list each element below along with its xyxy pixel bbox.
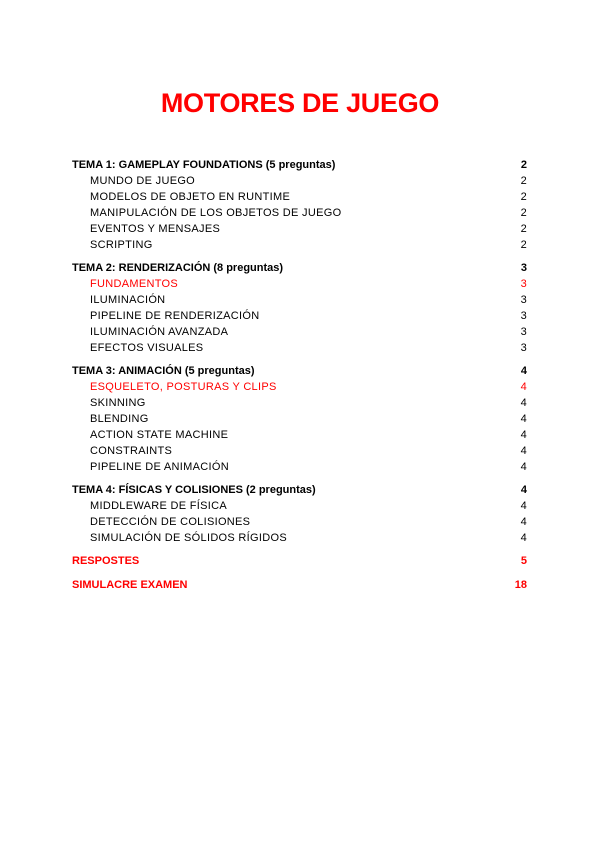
toc-page-number: 2 xyxy=(520,175,527,187)
toc-page-number: 4 xyxy=(520,429,527,441)
toc-page-number: 4 xyxy=(520,365,527,377)
toc-entry[interactable] xyxy=(72,205,527,221)
toc-entry-label: SCRIPTING xyxy=(90,239,153,251)
toc-entry[interactable] xyxy=(72,189,527,205)
toc-entry[interactable] xyxy=(72,395,527,411)
toc-entry[interactable] xyxy=(72,221,527,237)
toc-section-label: TEMA 4: FÍSICAS Y COLISIONES (2 preguntas) xyxy=(72,484,316,496)
toc-page-number: 2 xyxy=(520,223,527,235)
toc-page-number: 4 xyxy=(520,532,527,544)
toc-page-number: 3 xyxy=(520,294,527,306)
toc-entry[interactable] xyxy=(72,459,527,475)
toc-section xyxy=(72,260,527,356)
toc-section-heading[interactable] xyxy=(72,363,527,379)
toc-page-number: 4 xyxy=(520,461,527,473)
toc-page-number: 2 xyxy=(520,191,527,203)
toc-page-number: 4 xyxy=(520,413,527,425)
toc-section xyxy=(72,363,527,475)
toc-page-number: 4 xyxy=(520,516,527,528)
toc-entry-label: MANIPULACIÓN DE LOS OBJETOS DE JUEGO xyxy=(90,207,342,219)
toc-extra-entry[interactable] xyxy=(72,553,527,569)
toc-page-number: 4 xyxy=(520,397,527,409)
toc-section-label: TEMA 2: RENDERIZACIÓN (8 preguntas) xyxy=(72,262,284,274)
toc-entry-label: BLENDING xyxy=(90,413,149,425)
toc-page-number: 2 xyxy=(520,207,527,219)
toc-section-label: TEMA 3: ANIMACIÓN (5 preguntas) xyxy=(72,365,255,377)
document-title: MOTORES DE JUEGO xyxy=(160,88,440,118)
toc-section-heading[interactable] xyxy=(72,482,527,498)
toc-page-number: 3 xyxy=(520,310,527,322)
toc-page-number: 2 xyxy=(520,159,527,171)
toc-entry[interactable] xyxy=(72,237,527,253)
toc-section-heading[interactable] xyxy=(72,157,527,173)
toc-entry-label: DETECCIÓN DE COLISIONES xyxy=(90,516,251,528)
toc-entry-label: SKINNING xyxy=(90,397,146,409)
toc-extra-entry[interactable] xyxy=(72,577,527,593)
toc-page-number: 3 xyxy=(520,278,527,290)
toc-entry[interactable] xyxy=(72,324,527,340)
table-of-contents xyxy=(72,157,527,601)
toc-entry[interactable] xyxy=(72,443,527,459)
toc-entry[interactable] xyxy=(72,498,527,514)
toc-entry-label: PIPELINE DE RENDERIZACIÓN xyxy=(90,310,260,322)
toc-entry-label: EVENTOS Y MENSAJES xyxy=(90,223,221,235)
toc-extra-label: RESPOSTES xyxy=(72,555,140,567)
toc-section xyxy=(72,482,527,546)
toc-entry[interactable] xyxy=(72,530,527,546)
toc-entry[interactable] xyxy=(72,340,527,356)
toc-page-number: 3 xyxy=(520,342,527,354)
toc-entry[interactable] xyxy=(72,514,527,530)
toc-section-heading[interactable] xyxy=(72,260,527,276)
toc-entry[interactable] xyxy=(72,308,527,324)
toc-page-number: 4 xyxy=(520,381,527,393)
toc-entry-label: ACTION STATE MACHINE xyxy=(90,429,229,441)
toc-entry[interactable] xyxy=(72,379,527,395)
toc-entry-label: FUNDAMENTOS xyxy=(90,278,179,290)
toc-page-number: 3 xyxy=(520,326,527,338)
toc-section xyxy=(72,157,527,253)
toc-entry[interactable] xyxy=(72,427,527,443)
toc-entry[interactable] xyxy=(72,411,527,427)
toc-entry[interactable] xyxy=(72,276,527,292)
toc-extra-label: SIMULACRE EXAMEN xyxy=(72,579,188,591)
toc-entry-label: CONSTRAINTS xyxy=(90,445,173,457)
toc-section-label: TEMA 1: GAMEPLAY FOUNDATIONS (5 preguntas) xyxy=(72,159,336,171)
toc-page-number: 3 xyxy=(520,262,527,274)
toc-entry-label: ILUMINACIÓN xyxy=(90,294,166,306)
toc-entry-label: MUNDO DE JUEGO xyxy=(90,175,196,187)
toc-entry[interactable] xyxy=(72,292,527,308)
toc-entry-label: MIDDLEWARE DE FÍSICA xyxy=(90,500,227,512)
toc-page-number: 4 xyxy=(520,484,527,496)
toc-entry-label: EFECTOS VISUALES xyxy=(90,342,204,354)
toc-entry[interactable] xyxy=(72,173,527,189)
toc-page-number: 5 xyxy=(520,555,527,567)
toc-page-number: 2 xyxy=(520,239,527,251)
toc-entry-label: SIMULACIÓN DE SÓLIDOS RÍGIDOS xyxy=(90,532,287,544)
toc-entry-label: PIPELINE DE ANIMACIÓN xyxy=(90,461,229,473)
toc-page-number: 4 xyxy=(520,500,527,512)
toc-entry-label: ILUMINACIÓN AVANZADA xyxy=(90,326,229,338)
toc-entry-label: ESQUELETO, POSTURAS Y CLIPS xyxy=(90,381,277,393)
toc-page-number: 4 xyxy=(520,445,527,457)
toc-entry-label: MODELOS DE OBJETO EN RUNTIME xyxy=(90,191,291,203)
toc-page-number: 18 xyxy=(514,579,527,591)
